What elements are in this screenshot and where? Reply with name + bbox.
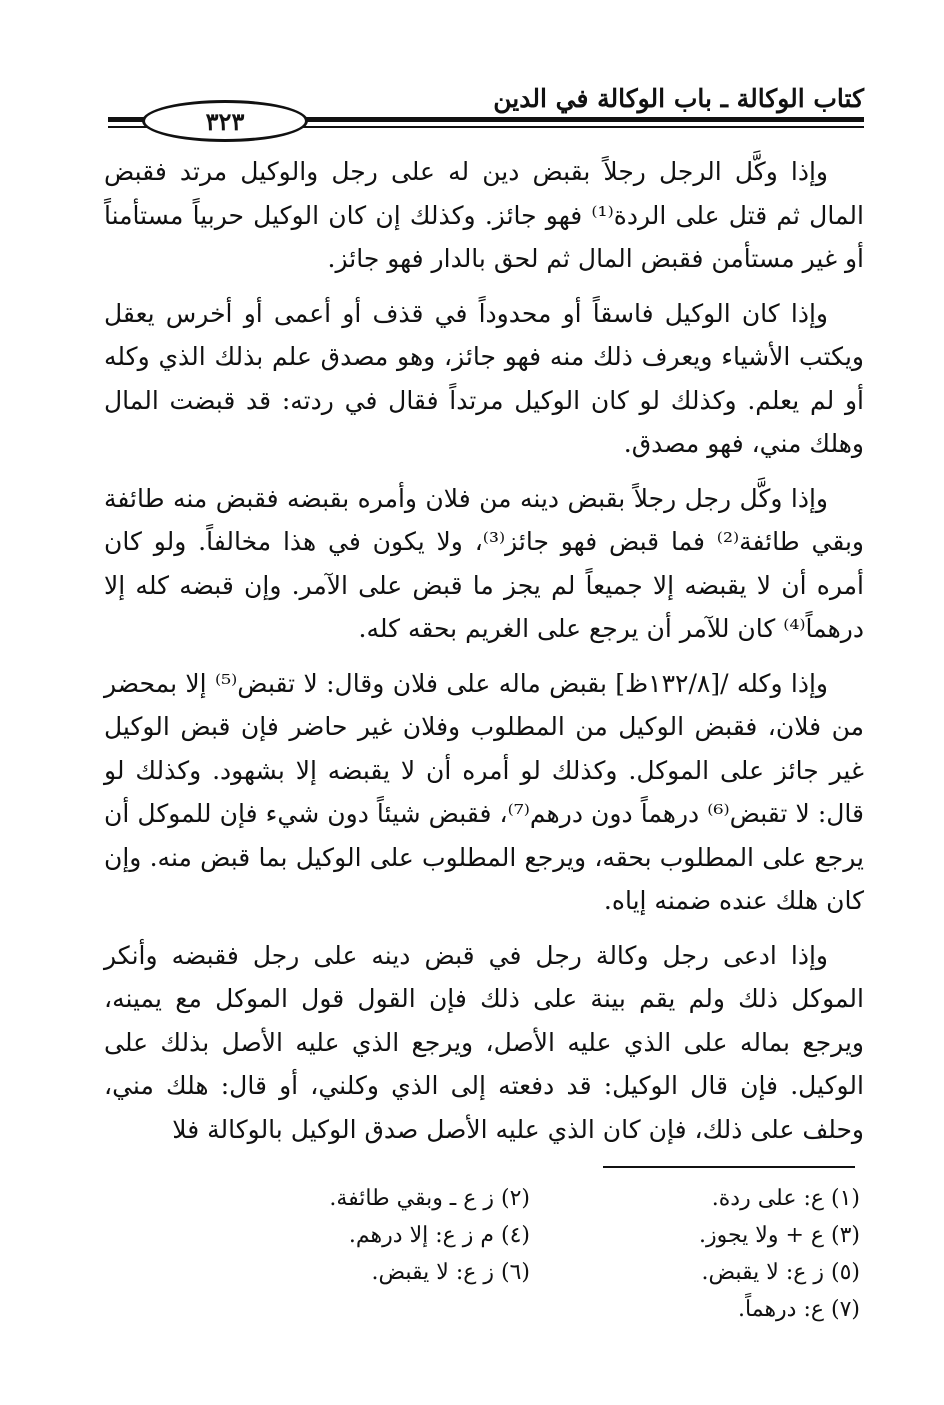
running-title: كتاب الوكالة ـ باب الوكالة في الدين [493,84,864,113]
paragraph: وإذا وكله /[١٣٢/٨ظ] بقبض ماله على فلان وقال: لا تقبض⁽⁵⁾ إلا بمحضر من فلان، فقبض الوكيل من المطلوب وفلان غير حاضر فإن قبض الوكيل غير جائز على الموكل. وكذلك لو أمره أن لا يقبضه إلا بشهود. وكذلك لو قال: لا تقبض⁽⁶⁾ درهماً دون درهم⁽⁷⁾، فقبض شيئاً دون شيء فإن للموكل أن يرجع على المطلوب بحقه، ويرجع المطلوب على الوكيل بما قبض منه. وإن كان هلك عنده ضمنه إياه. [104,668,864,915]
main-text [104,150,864,1162]
footnote: (٢) ز ع ـ وبقي طائفة. [329,1186,530,1211]
footnotes [240,1180,860,1328]
footnote-separator [603,1166,855,1168]
footnote: (١) ع: على ردة. [711,1186,860,1211]
paragraph: وإذا ادعى رجل وكالة رجل في قبض دينه على رجل فقبضه وأنكر الموكل ذلك ولم يقم بينة على ذلك فإن القول قول الموكل مع يمينه، ويرجع بماله على الذي عليه الأصل، ويرجع الذي عليه الأصل بذلك على الوكيل. فإن قال الوكيل: قد دفعته إلى الذي وكلني، أو قال: هلك مني، وحلف على ذلك، فإن كان الذي عليه الأصل صدق الوكيل بالوكالة فلا [104,940,864,1144]
footnote: (٣) ع + ولا يجوز. [698,1223,860,1248]
paragraph: وإذا وكَّل رجل رجلاً بقبض دينه من فلان وأمره بقبضه فقبض منه طائفة وبقي طائفة⁽²⁾ فما قبض فهو جائز⁽³⁾، ولا يكون في هذا مخالفاً. ولو كان أمره أن لا يقبضه إلا جميعاً لم يجز ما قبض على الآمر. وإن قبضه كله إلا درهماً⁽⁴⁾ كان للآمر أن يرجع على الغريم بحقه كله. [104,483,864,643]
paragraph: وإذا كان الوكيل فاسقاً أو محدوداً في قذف أو أعمى أو أخرس يعقل ويكتب الأشياء ويعرف ذلك منه فهو جائز، وهو مصدق علم بذلك الذي وكله أو لم يعلم. وكذلك لو كان الوكيل مرتداً فقال في ردته: قد قبضت المال وهلك مني، فهو مصدق. [104,298,864,458]
page-header [108,78,864,134]
footnote: (٤) م ز ع: إلا درهم. [348,1223,530,1248]
footnote: (٥) ز ع: لا يقبض. [701,1260,860,1285]
footnote: (٦) ز ع: لا يقبض. [371,1260,530,1285]
paragraph: وإذا وكَّل الرجل رجلاً بقبض دين له على رجل والوكيل مرتد فقبض المال ثم قتل على الردة⁽¹⁾ فهو جائز. وكذلك إن كان الوكيل حربياً مستأمناً أو غير مستأمن فقبض المال ثم لحق بالدار فهو جائز. [104,157,864,273]
page-number-badge: ٣٢٣ [142,100,308,142]
footnote: (٧) ع: درهماً. [738,1297,860,1322]
